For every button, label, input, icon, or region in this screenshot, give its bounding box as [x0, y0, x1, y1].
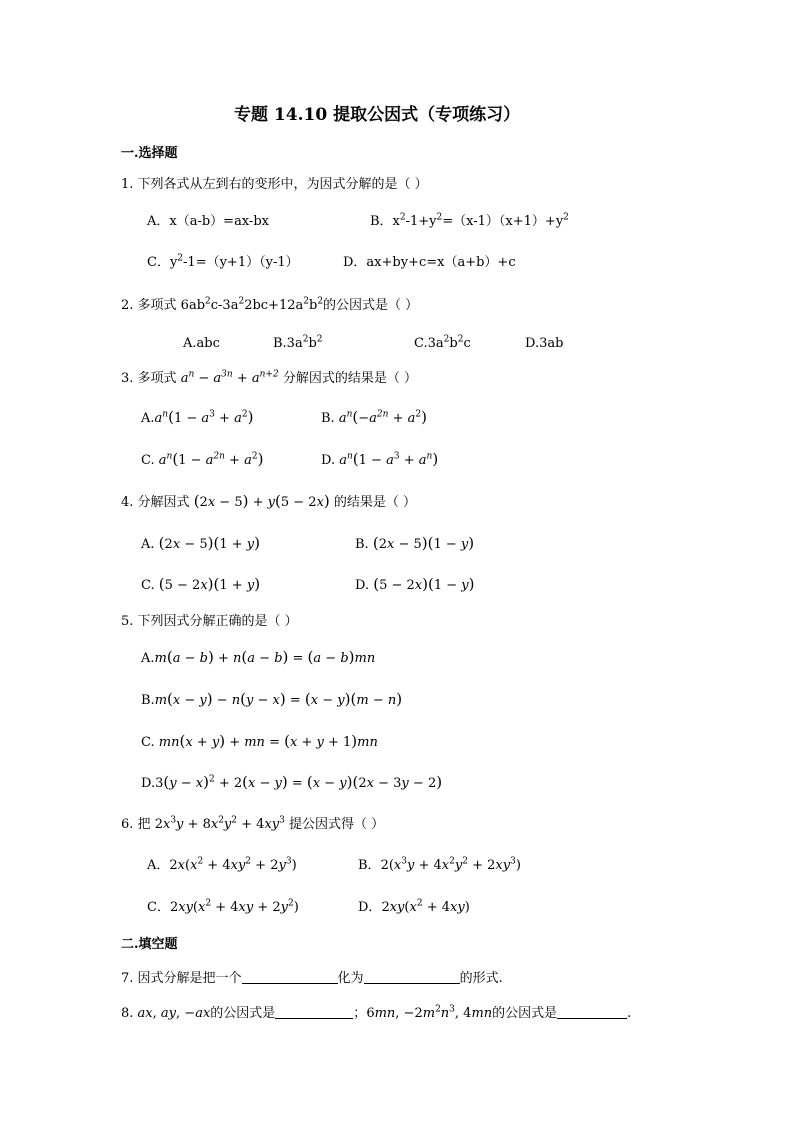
question-4-stem: 4. 分解因式 (2x − 5) + y(5 − 2x) 的结果是（ ） [121, 492, 417, 510]
question-4-option-d: D. (5 − 2x)(1 − y) [355, 575, 475, 593]
question-8: 8. ax, ay, −ax的公因式是 ；6mn, $-2m^2n^3$, 4mn的公因式是 . [121, 1004, 632, 1021]
page-title: 专题 14.10 提取公因式（专项练习） [234, 105, 521, 125]
answer-blank[interactable] [275, 1005, 353, 1019]
answer-blank[interactable] [557, 1005, 627, 1019]
question-4-option-b: B. (2x − 5)(1 − y) [355, 534, 475, 552]
question-5-option-c: C. mn(x + y) + mn = (x + y + 1)mn [141, 732, 378, 750]
question-5-option-b: B.m(x − y) − n(y − x) = (x − y)(m − n) [141, 690, 403, 708]
question-2-option-d: D.3ab [525, 336, 564, 351]
question-1-stem: 1. 下列各式从左到右的变形中，为因式分解的是（ ） [121, 177, 428, 192]
question-4-expression: (2x − 5) + y(5 − 2x) [193, 492, 330, 510]
question-8-terms-1: ax, ay, −ax [137, 1006, 211, 1021]
question-5-option-d: $D.3(y - x)^2 + 2(x - y) = (x - y)(2x - 3y - 2)$ [141, 773, 443, 791]
question-1-option-a: A．x（a-b）=ax-bx [147, 214, 269, 229]
question-3-option-c: C. $a^n(1 - a^{2n} + a^2)$ [141, 450, 264, 468]
question-4-option-c: C. (5 − 2x)(1 + y) [141, 575, 261, 593]
question-2-stem: 2. 多项式 $6ab^2c-3a^22bc+12a^2b^2$的公因式是（ ） [121, 296, 419, 313]
question-3-stem: 3. 多项式 $a^n - a^{3n} + a^{n+2}$ 分解因式的结果是（ ） [121, 369, 417, 386]
question-6-stem: 6. 把 $2x^3y + 8x^2y^2 + 4xy^3$ 提公因式得（ ） [121, 815, 385, 832]
question-4-option-a: A. (2x − 5)(1 + y) [141, 534, 260, 552]
answer-blank[interactable] [242, 970, 338, 984]
section-fill-heading: 二.填空题 [121, 937, 178, 952]
question-5-stem: 5. 下列因式分解正确的是（ ） [121, 614, 298, 629]
question-8-terms-2: 6mn, $-2m^2n^3$, 4mn [366, 1004, 493, 1021]
question-2-option-a: A.abc [183, 336, 220, 351]
question-1-option-d: D．ax+by+c=x（a+b）+c [343, 255, 516, 270]
question-3-expression: $a^n - a^{3n} + a^{n+2}$ [180, 369, 279, 386]
question-3-option-a: $A.a^n(1 - a^3 + a^2)$ [141, 408, 254, 426]
question-6-option-d: D．$2xy(x^2 + 4xy)$ [358, 898, 470, 915]
question-1-option-b: B．$x^2-1+y^2=(x-1)(x+1)+y^2$ [370, 212, 569, 229]
question-3-option-d: D. $a^n(1 - a^3 + a^n)$ [321, 450, 439, 468]
section-choice-heading: 一.选择题 [121, 146, 178, 161]
answer-blank[interactable] [364, 970, 460, 984]
question-3-option-b: B. $a^n(-a^{2n} + a^2)$ [321, 408, 427, 426]
question-2-option-b: $B.3a^2b^2$ [273, 334, 323, 351]
question-7: 7. 因式分解是把一个 化为 的形式. [121, 971, 503, 986]
question-1-option-c: C．$y^2-1=(y+1)(y-1)$ [147, 253, 299, 270]
question-5-option-a: A.m(a − b) + n(a − b) = (a − b)mn [141, 648, 376, 666]
question-6-option-b: B．$2(x^3y + 4x^2y^2 + 2xy^3)$ [358, 856, 521, 873]
question-6-option-a: A．$2x(x^2 + 4xy^2 + 2y^3)$ [147, 856, 297, 873]
question-2-option-c: $C.3a^2b^2c$ [414, 334, 471, 351]
question-6-option-c: C．$2xy(x^2 + 4xy + 2y^2)$ [147, 898, 299, 915]
question-6-expression: $2x^3y + 8x^2y^2 + 4xy^3$ [154, 815, 285, 832]
